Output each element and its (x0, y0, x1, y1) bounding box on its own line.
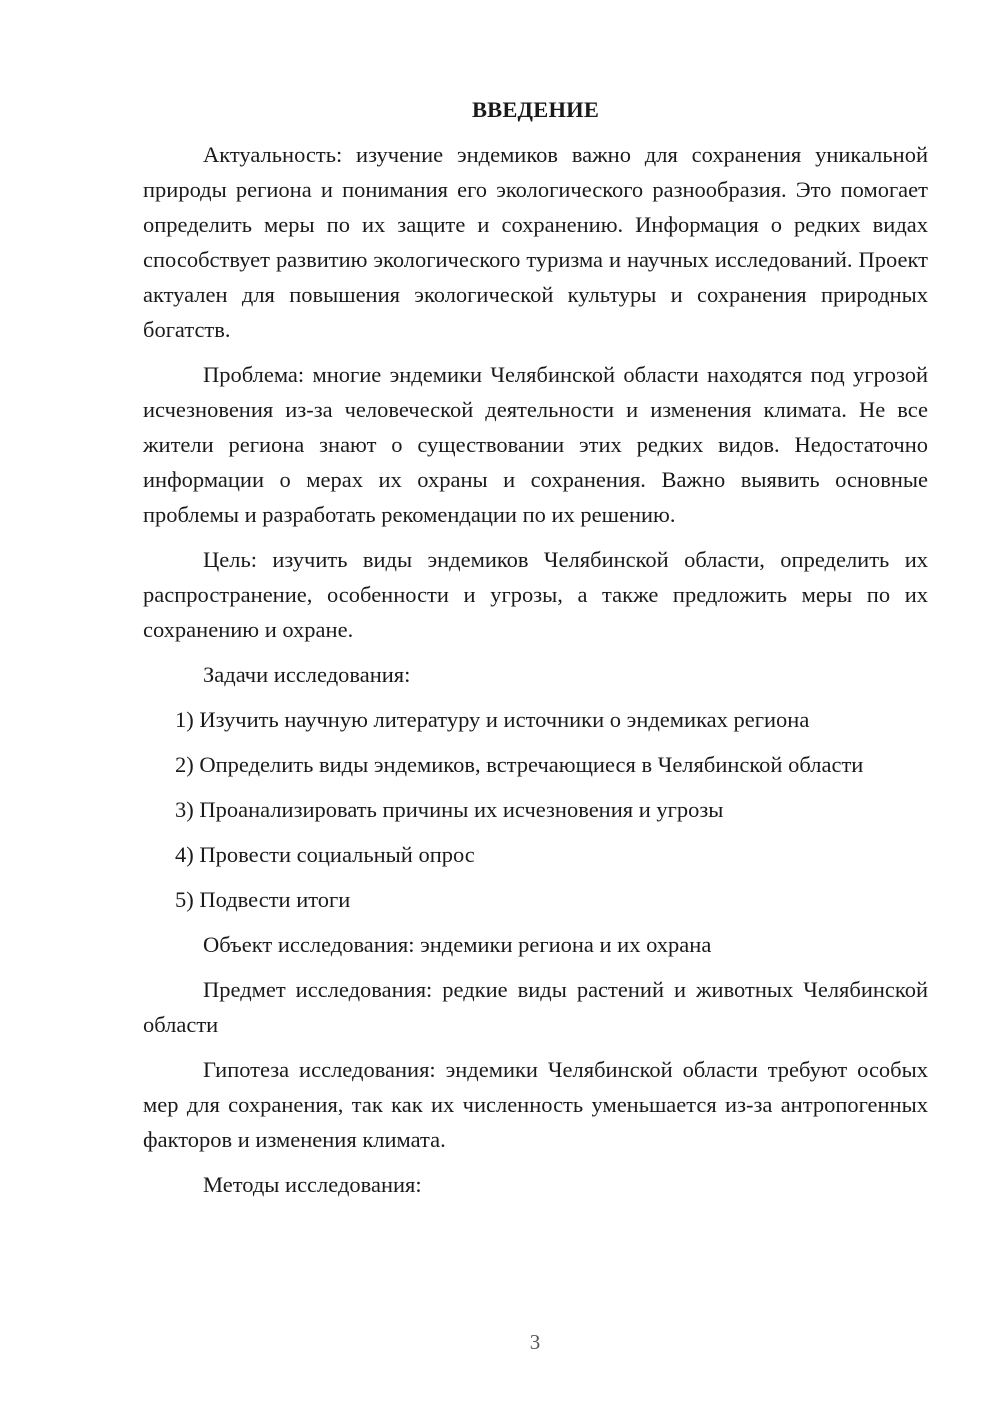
methods-heading: Методы исследования: (203, 1172, 422, 1197)
document-page (143, 92, 928, 1212)
task-item: 5) Подвести итоги (175, 887, 351, 912)
subject-paragraph: Предмет исследования: редкие виды растений и животных Челябинской области (143, 977, 928, 1037)
object-paragraph: Объект исследования: эндемики региона и их охрана (203, 932, 712, 957)
task-item: 3) Проанализировать причины их исчезновения и угрозы (175, 797, 724, 822)
task-item: 2) Определить виды эндемиков, встречающиеся в Челябинской области (175, 752, 864, 777)
hypothesis-paragraph: Гипотеза исследования: эндемики Челябинской области требуют особых мер для сохранения, так как их численность уменьшается из-за антропогенных факторов и изменения климата. (143, 1057, 928, 1152)
relevance-paragraph: Актуальность: изучение эндемиков важно для сохранения уникальной природы региона и понимания его экологического разнообразия. Это помогает определить меры по их защите и сохранению. Информация о редких видах способствует развитию экологического туризма и научных исследований. Проект актуален для повышения экологической культуры и сохранения природных богатств. (143, 142, 928, 342)
document-title: ВВЕДЕНИЕ (471, 97, 600, 122)
problem-paragraph: Проблема: многие эндемики Челябинской области находятся под угрозой исчезновения из-за человеческой деятельности и изменения климата. Не все жители региона знают о существовании этих редких видов. Недостаточно информации о мерах их охраны и сохранения. Важно выявить основные проблемы и разработать рекомендации по их решению. (143, 362, 928, 527)
task-item: 1) Изучить научную литературу и источники о эндемиках региона (175, 707, 810, 732)
tasks-heading: Задачи исследования: (203, 662, 411, 687)
task-item: 4) Провести социальный опрос (175, 842, 475, 867)
goal-paragraph: Цель: изучить виды эндемиков Челябинской области, определить их распространение, особенности и угрозы, а также предложить меры по их сохранению и охране. (143, 547, 928, 642)
page-number: 3 (529, 1330, 541, 1354)
